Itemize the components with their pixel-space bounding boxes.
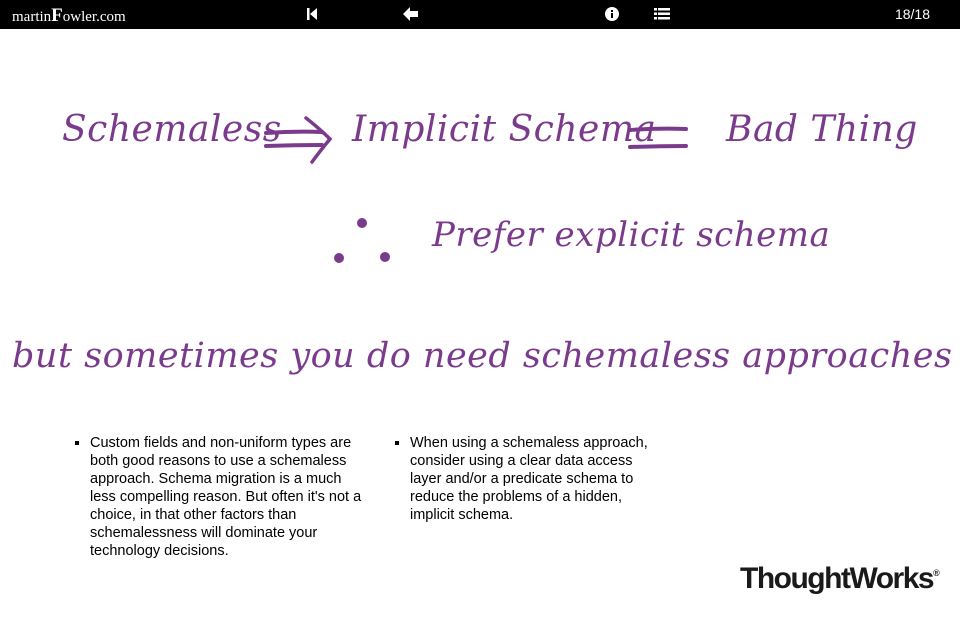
top-bar <box>0 0 960 29</box>
slide-list-button[interactable] <box>651 4 673 24</box>
right-bullet-list <box>392 434 662 524</box>
registered-mark: ® <box>933 568 940 578</box>
info-button[interactable] <box>601 4 623 24</box>
bad-thing-text: Bad Thing <box>726 109 918 150</box>
skip-to-first-icon <box>306 7 318 21</box>
previous-slide-button[interactable] <box>400 4 422 24</box>
schemaless-approaches-text: but sometimes you do need schemaless approaches <box>12 336 953 376</box>
equals-icon <box>628 125 690 153</box>
brand-initial: F <box>51 5 63 26</box>
thoughtworks-logo <box>740 562 940 596</box>
slide-content <box>0 29 960 618</box>
list-item: ▪ When using a schemaless approach, consider using a clear data access layer and/or a predicate schema to reduce the problems of a hidden, implicit schema. <box>410 434 662 524</box>
implicit-schema-text: Implicit Schema <box>352 109 657 150</box>
double-arrow-implies-icon <box>264 115 334 165</box>
prefer-explicit-schema-text: Prefer explicit schema <box>432 215 831 255</box>
first-slide-button[interactable] <box>301 4 323 24</box>
list-icon <box>654 7 670 21</box>
page-counter: 18/18 <box>894 6 930 22</box>
site-brand[interactable] <box>12 5 126 27</box>
left-bullet-list <box>72 434 362 560</box>
schemaless-text: Schemaless <box>62 109 282 150</box>
arrow-left-icon <box>403 7 419 21</box>
info-icon <box>605 7 619 21</box>
list-item: ▪ Custom fields and non-uniform types are both good reasons to use a schemaless approach. Schema migration is a much less compelling reason. But often it's not a choice, in that other factors than schemalessness will dominate your technology decisions. <box>90 434 362 560</box>
logo-text: ThoughtWorks <box>740 562 934 595</box>
brand-rest: owler.com <box>62 9 126 25</box>
therefore-icon <box>330 215 396 267</box>
brand-prefix: martin <box>12 9 52 25</box>
